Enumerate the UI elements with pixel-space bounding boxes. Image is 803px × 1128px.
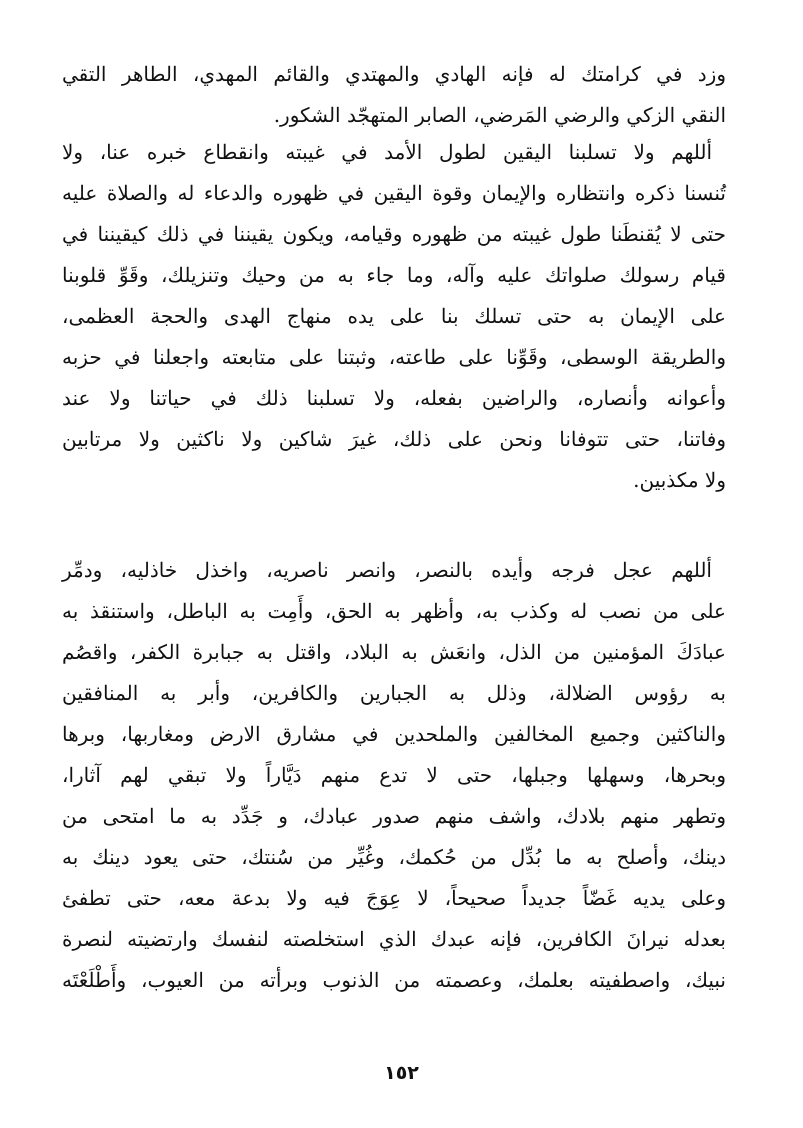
text-line: والطريقة الوسطى، وقَوِّنا على طاعته، وثبتنا على متابعته واجعلنا في حزبه [62,345,726,369]
paragraph-3 [62,550,726,1001]
text-line: النقي الزكي والرضي المَرضي، الصابر المتهجّد الشكور. [273,103,726,127]
text-line: وزد في كرامتك له فإنه الهادي والمهتدي والقائم المهدي، الطاهر التقي [62,62,726,86]
text-line: وتطهر منهم بلادك، واشف منهم صدور عبادك، و جَدِّد به ما امتحى من [62,804,726,828]
page-number: ١٥٢ [384,1062,419,1084]
text-line: تُنسنا ذكره وانتظاره والإيمان وقوة اليقين في ظهوره والدعاء له والصلاة عليه [62,181,726,205]
text-line: بعدله نيرانَ الكافرين، فإنه عبدك الذي استخلصته لنفسك وارتضيته لنصرة [62,927,726,951]
text-line: قيام رسولك صلواتك عليه وآله، وما جاء به من وحيك وتنزيلك، وقَوِّ قلوبنا [62,263,726,287]
text-line: عبادَكَ المؤمنين من الذل، وانعَش به البلاد، واقتل به جبابرة الكفر، واقصُم [62,640,726,664]
text-line: والناكثين وجميع المخالفين والملحدين في مشارق الارض ومغاربها، وبرها [62,722,726,746]
paragraph-1 [62,54,726,136]
text-line: وأعوانه وأنصاره، والراضين بفعله، ولا تسلبنا ذلك في حياتنا ولا عند [62,386,726,410]
text-line: أللهم عجل فرجه وأيده بالنصر، وانصر ناصريه، واخذل خاذليه، ودمِّر [62,558,712,582]
text-line: على الإيمان به حتى تسلك بنا على يده منهاج الهدى والحجة العظمى، [62,304,726,328]
text-line: حتى لا يُقنطَنا طول غيبته من ظهوره وقيامه، ويكون يقيننا في ذلك كيقيننا في [62,222,726,246]
text-line: ولا مكذبين. [633,468,726,492]
text-line: نبيك، واصطفيته بعلمك، وعصمته من الذنوب وبرأته من العيوب، وأَطْلَعْتَه [62,968,726,992]
text-line: وبحرها، وسهلها وجبلها، حتى لا تدع منهم دَيَّاراً ولا تبقي لهم آثارا، [62,763,726,787]
text-line: وعلى يديه غَضّاً جديداً صحيحاً، لا عِوَجَ فيه ولا بدعة معه، حتى تطفئ [62,886,726,910]
text-line: على من نصب له وكذب به، وأظهر به الحق، وأَمِت به الباطل، واستنقذ به [62,599,726,623]
text-line: وفاتنا، حتى تتوفانا ونحن على ذلك، غيرَ شاكين ولا ناكثين ولا مرتابين [62,427,726,451]
text-line: به رؤوس الضلالة، وذلل به الجبارين والكافرين، وأبر به المنافقين [62,681,727,705]
paragraph-2 [62,132,726,501]
text-line: دينك، وأصلح به ما بُدِّل من حُكمك، وغُيِّر من سُنتك، حتى يعود دينك به [62,845,726,869]
text-line: أللهم ولا تسلبنا اليقين لطول الأمد في غيبته وانقطاع خبره عنا، ولا [62,140,712,164]
